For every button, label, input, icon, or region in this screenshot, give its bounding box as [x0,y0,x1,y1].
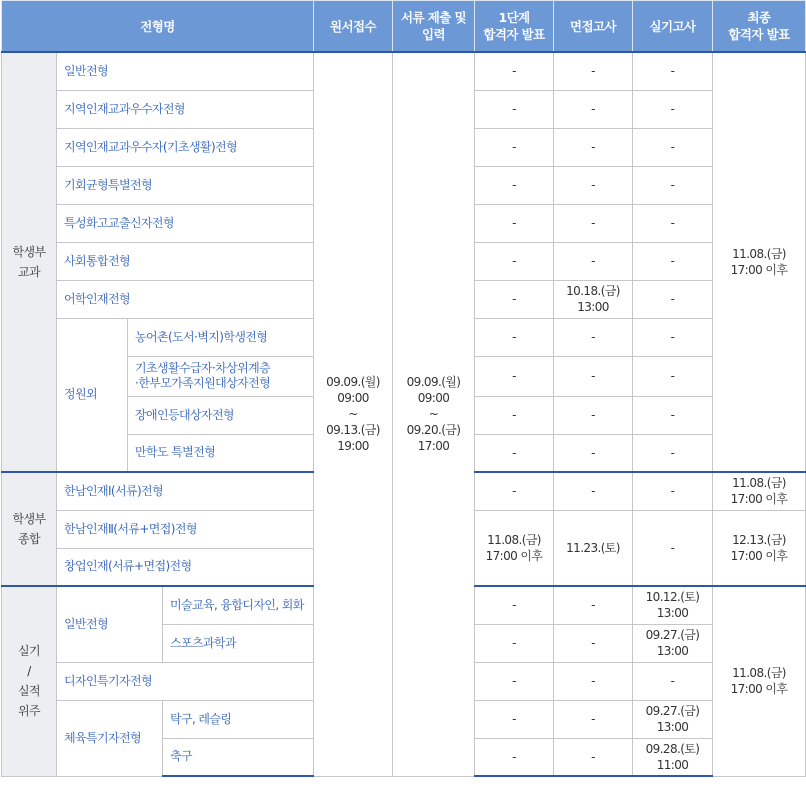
interview-cell: - [554,586,633,624]
header-interview: 면접고사 [554,1,633,53]
group-label-silgi: 실기 / 실적 위주 [2,586,57,776]
first-stage-cell: - [475,662,554,700]
interview-cell: - [554,90,633,128]
first-stage-cell: - [475,128,554,166]
first-stage-cell: - [475,52,554,90]
documents-period-cell: 09.09.(월) 09:00 ~ 09.20.(금) 17:00 [393,52,475,776]
final-announcement-cell: 11.08.(금) 17:00 이후 [713,472,806,510]
practical-cell: - [633,510,713,586]
type-name-cell: 사회통합전형 [57,242,314,280]
practical-cell: - [633,318,713,356]
group-label-gyogwa: 학생부 교과 [2,52,57,472]
interview-cell: - [554,472,633,510]
sub-type-name-cell: 기초생활수급자·차상위계층 ·한부모가족지원대상자전형 [128,356,314,396]
header-application: 원서접수 [314,1,393,53]
practical-cell: - [633,472,713,510]
interview-cell: - [554,624,633,662]
interview-cell: - [554,204,633,242]
first-stage-cell: - [475,166,554,204]
header-documents: 서류 제출 및 입력 [393,1,475,53]
interview-cell: 10.18.(금) 13:00 [554,280,633,318]
interview-cell: - [554,396,633,434]
interview-cell: - [554,700,633,738]
table-row [2,52,806,90]
interview-cell: - [554,52,633,90]
sub-type-name-cell: 만학도 특별전형 [128,434,314,472]
header-type-name: 전형명 [2,1,314,53]
interview-cell: - [554,166,633,204]
first-stage-cell: - [475,90,554,128]
type-name-cell: 창업인재(서류+면접)전형 [57,548,314,586]
application-period-cell: 09.09.(월) 09:00 ~ 09.13.(금) 19:00 [314,52,393,776]
admission-schedule-table [1,0,806,777]
interview-cell: - [554,662,633,700]
first-stage-cell: - [475,356,554,396]
type-name-cell: 지역인재교과우수자(기초생활)전형 [57,128,314,166]
first-stage-cell: - [475,204,554,242]
type-name-cell: 한남인재Ⅱ(서류+면접)전형 [57,510,314,548]
practical-cell: - [633,434,713,472]
first-stage-cell: - [475,280,554,318]
type-name-cell: 한남인재Ⅰ(서류)전형 [57,472,314,510]
practical-cell: 10.12.(토) 13:00 [633,586,713,624]
first-stage-cell: - [475,318,554,356]
practical-cell: - [633,280,713,318]
practical-cell: 09.27.(금) 13:00 [633,624,713,662]
sub-type-name-cell: 장애인등대상자전형 [128,396,314,434]
header-first-stage: 1단계 합격자 발표 [475,1,554,53]
group-label-jonghap: 학생부 종합 [2,472,57,586]
first-stage-cell: 11.08.(금) 17:00 이후 [475,510,554,586]
first-stage-cell: - [475,396,554,434]
type-name-cell: 기회균형특별전형 [57,166,314,204]
practical-cell: - [633,166,713,204]
practical-cell: - [633,396,713,434]
type-name-cell: 어학인재전형 [57,280,314,318]
first-stage-cell: - [475,738,554,776]
final-announcement-cell: 11.08.(금) 17:00 이후 [713,586,806,776]
practical-cell: 09.27.(금) 13:00 [633,700,713,738]
first-stage-cell: - [475,700,554,738]
practical-cell: - [633,52,713,90]
type-name-cell: 특성화고교출신자전형 [57,204,314,242]
practical-general-label: 일반전형 [57,586,163,662]
practical-cell: - [633,90,713,128]
type-name-cell: 지역인재교과우수자전형 [57,90,314,128]
header-final: 최종 합격자 발표 [713,1,806,53]
athletic-label: 체육특기자전형 [57,700,163,776]
sub-type-name-cell: 농어촌(도서·벽지)학생전형 [128,318,314,356]
practical-cell: - [633,128,713,166]
type-name-cell: 디자인특기자전형 [57,662,314,700]
interview-cell: - [554,242,633,280]
sub-type-name-cell: 스포츠과학과 [163,624,314,662]
header-row [2,1,806,53]
practical-cell: - [633,662,713,700]
interview-cell: - [554,318,633,356]
interview-cell: - [554,738,633,776]
sub-type-name-cell: 축구 [163,738,314,776]
interview-cell: 11.23.(토) [554,510,633,586]
type-name-cell: 일반전형 [57,52,314,90]
sub-type-name-cell: 탁구, 레슬링 [163,700,314,738]
first-stage-cell: - [475,434,554,472]
first-stage-cell: - [475,472,554,510]
final-announcement-cell: 11.08.(금) 17:00 이후 [713,52,806,472]
practical-cell: - [633,204,713,242]
final-announcement-cell: 12.13.(금) 17:00 이후 [713,510,806,586]
interview-cell: - [554,128,633,166]
practical-cell: 09.28.(토) 11:00 [633,738,713,776]
first-stage-cell: - [475,624,554,662]
practical-cell: - [633,242,713,280]
first-stage-cell: - [475,242,554,280]
jeongwonoe-label: 정원외 [57,318,128,472]
interview-cell: - [554,434,633,472]
sub-type-name-cell: 미술교육, 융합디자인, 회화 [163,586,314,624]
first-stage-cell: - [475,586,554,624]
practical-cell: - [633,356,713,396]
interview-cell: - [554,356,633,396]
header-practical: 실기고사 [633,1,713,53]
